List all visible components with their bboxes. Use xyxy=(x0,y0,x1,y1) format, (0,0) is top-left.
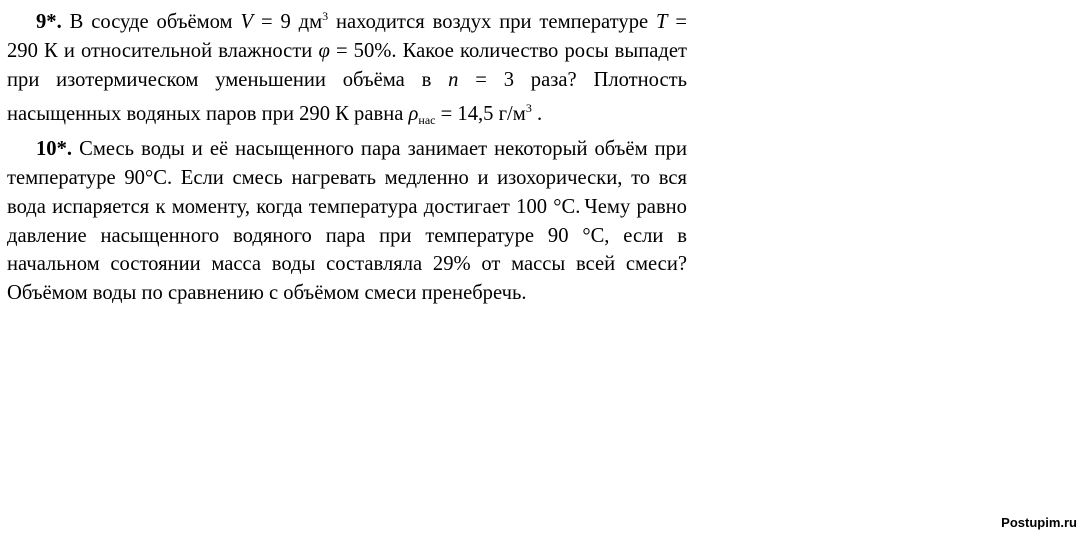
problem-9-text-part: и относительной влажности xyxy=(57,39,319,62)
problem-9-text-part: . xyxy=(531,103,543,126)
problem-10 xyxy=(7,135,687,308)
water-mass-percent: 29% xyxy=(432,253,471,276)
problem-9-text-part: Какое количество росы выпадет при изотермическом уменьшении объёма в xyxy=(7,39,687,91)
temperature-unit: К xyxy=(37,39,58,62)
problem-10-text xyxy=(7,135,687,308)
problem-9-number: 9*. xyxy=(36,11,62,33)
equals-sign: = xyxy=(667,11,687,33)
density-subscript: нас xyxy=(418,113,436,128)
problem-9-text-part: В сосуде объёмом xyxy=(61,11,241,33)
final-temperature: 100 °С. xyxy=(516,195,581,218)
equals-sign: = xyxy=(458,68,504,91)
problem-10-number: 10*. xyxy=(36,138,73,161)
ratio-symbol: n xyxy=(448,68,459,91)
problem-10-text-part: Если смесь нагревать медленно и изохорически, то вся вода испаряется к моменту, когда температура достигает xyxy=(7,166,687,218)
problem-10-text-part: Смесь воды и её насыщенного пара занимает некоторый объём при температуре xyxy=(7,138,687,189)
equals-sign: = xyxy=(435,103,458,126)
problem-9 xyxy=(7,2,687,135)
density-value: 14,5 г/м xyxy=(457,103,526,126)
humidity-value: 50%. xyxy=(353,39,397,62)
problem-10-text-part: если в начальном состоянии масса воды составляла xyxy=(7,224,687,276)
density-symbol: ρ xyxy=(408,103,419,126)
equals-sign: = xyxy=(329,39,354,62)
ratio-value: 3 xyxy=(503,68,514,91)
problem-9-text-part: находится воздух при температуре xyxy=(328,11,657,33)
humidity-symbol: φ xyxy=(318,39,330,62)
volume-unit-exponent: 3 xyxy=(322,9,329,23)
volume-value: 9 xyxy=(280,11,291,33)
problem-10-text-part: от массы всей смеси? Объёмом воды по сравнению с объёмом смеси пренебречь. xyxy=(7,253,687,305)
problem-9-text-part: раза? Плотность насыщенных водяных паров при xyxy=(7,68,687,126)
problem-9-text-part: равна xyxy=(348,103,409,126)
problem-list xyxy=(7,2,687,308)
pressure-temperature: 90 °С, xyxy=(547,224,610,247)
density-unit-exponent: 3 xyxy=(525,101,532,116)
volume-symbol: V xyxy=(240,11,254,33)
saturation-temperature: 290 К xyxy=(299,103,349,126)
problem-10-text-part: Чему равно давление насыщенного водяного пара при температуре xyxy=(7,195,687,247)
temperature-symbol: T xyxy=(656,11,668,33)
site-watermark: Postupim.ru xyxy=(1001,515,1077,530)
equals-sign: = xyxy=(253,11,281,33)
problem-9-text xyxy=(7,2,687,135)
initial-temperature: 90°С. xyxy=(124,166,173,189)
volume-unit: дм xyxy=(290,11,323,33)
temperature-value: 290 xyxy=(7,39,38,62)
